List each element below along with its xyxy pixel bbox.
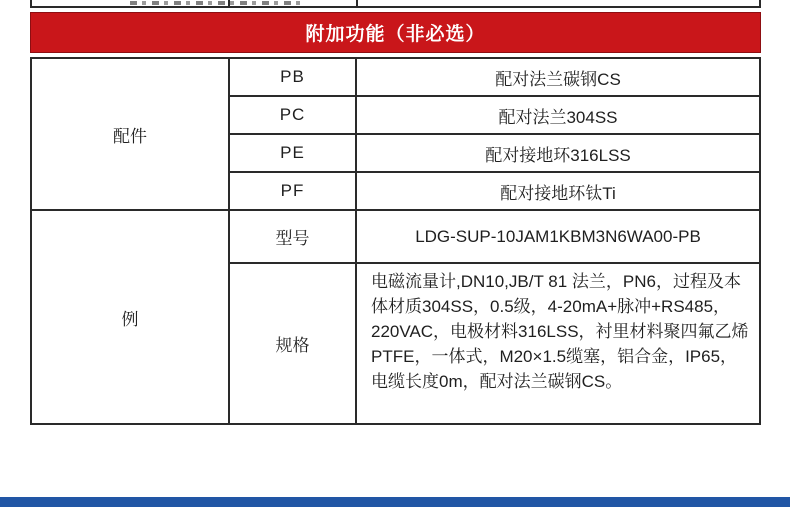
- accessory-desc: 配对接地环316LSS: [485, 145, 631, 165]
- model-value-cell: [357, 211, 759, 264]
- accessory-desc-cell: [357, 173, 759, 211]
- accessory-code-cell: [230, 135, 357, 173]
- clipped-text-remnant: [130, 1, 300, 5]
- table-border-line: [759, 0, 761, 6]
- accessory-desc-cell: [357, 135, 759, 173]
- accessory-desc: 配对接地环钛Ti: [500, 183, 616, 203]
- spec-label: 规格: [275, 336, 310, 355]
- spec-label-cell: [230, 264, 357, 423]
- accessory-code: PE: [280, 143, 305, 162]
- accessory-desc: 配对法兰304SS: [498, 107, 618, 127]
- accessory-code-cell: [230, 97, 357, 135]
- model-label-cell: [230, 211, 357, 264]
- spec-value: 电磁流量计,DN10,JB/T 81 法兰，PN6，过程及本体材质304SS，0.5级，4-20mA+脉冲+RS485，220VAC，电极材料316LSS，衬里材料聚四氟乙烯PTFE，一体式，M20×1.5缆塞，铝合金，IP65，电缆长度0m，配对法兰碳钢CS。: [371, 272, 749, 391]
- accessory-code-cell: [230, 173, 357, 211]
- table-border-line: [30, 0, 32, 6]
- model-value: LDG-SUP-10JAM1KBM3N6WA00-PB: [415, 226, 701, 246]
- section-title: 附加功能（非必选）: [305, 24, 486, 45]
- next-section-banner-sliver: [0, 497, 790, 507]
- accessories-label-cell: [32, 59, 230, 211]
- accessories-label: 配件: [113, 126, 147, 146]
- additional-functions-table: [30, 57, 761, 425]
- accessory-code-cell: [230, 59, 357, 97]
- accessory-code: PF: [280, 181, 305, 200]
- model-label: 型号: [275, 229, 310, 248]
- example-label-cell: [32, 211, 230, 423]
- previous-table-row-sliver: [30, 0, 761, 8]
- accessory-code: PB: [280, 67, 305, 86]
- accessory-desc-cell: [357, 59, 759, 97]
- accessory-code: PC: [279, 105, 306, 124]
- accessory-desc: 配对法兰碳钢CS: [495, 69, 621, 89]
- accessory-desc-cell: [357, 97, 759, 135]
- section-header-banner: [30, 12, 761, 53]
- example-label: 例: [121, 309, 139, 329]
- table-border-line: [356, 0, 358, 6]
- spec-value-cell: [357, 264, 759, 423]
